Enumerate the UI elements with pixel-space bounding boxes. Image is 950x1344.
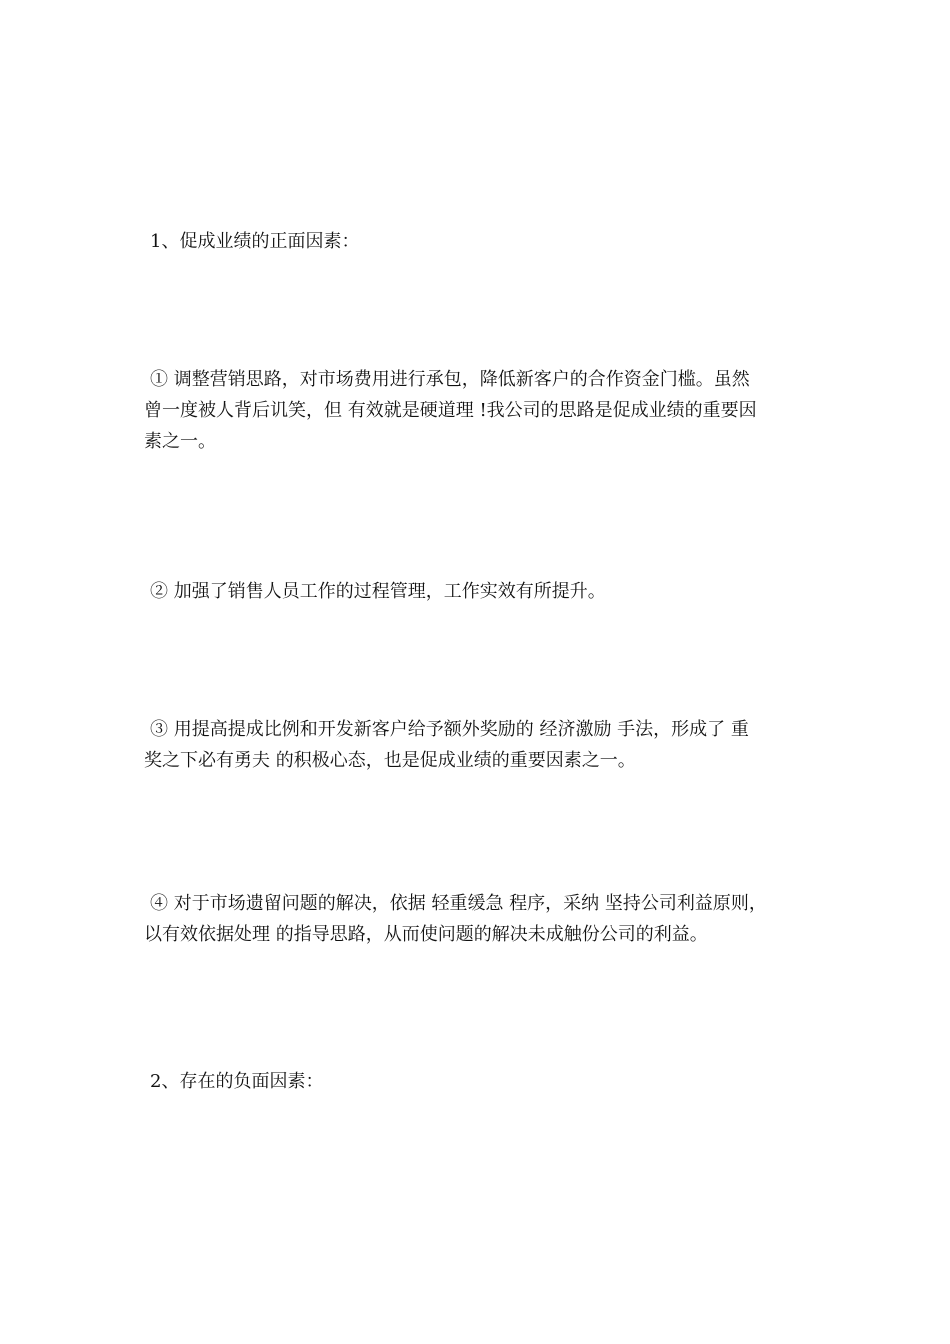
heading-positive-factors (144, 226, 808, 257)
paragraph-item-4 (144, 888, 808, 950)
heading-text: 1、促成业绩的正面因素： (150, 231, 360, 252)
heading-text: 2、存在的负面因素： (150, 1071, 324, 1092)
paragraph-line: ① 调整营销思路，对市场费用进行承包，降低新客户的合作资金门槛。虽然 (150, 369, 750, 390)
paragraph-line: 奖之下必有勇夫 的积极心态，也是促成业绩的重要因素之一。 (144, 750, 636, 771)
paragraph-item-1 (144, 364, 808, 457)
heading-negative-factors (144, 1066, 808, 1097)
paragraph-line: ② 加强了销售人员工作的过程管理，工作实效有所提升。 (150, 581, 606, 602)
paragraph-item-3 (144, 714, 808, 776)
paragraph-item-2 (144, 576, 808, 607)
paragraph-line: ③ 用提高提成比例和开发新客户给予额外奖励的 经济激励 手法，形成了 重 (150, 719, 749, 740)
paragraph-line: 以有效依据处理 的指导思路，从而使问题的解决未成触份公司的利益。 (144, 924, 708, 945)
paragraph-line: 曾一度被人背后讥笑，但 有效就是硬道理 !我公司的思路是促成业绩的重要因 (144, 400, 757, 421)
paragraph-line: ④ 对于市场遗留问题的解决，依据 轻重缓急 程序，采纳 坚持公司利益原则， (150, 893, 767, 914)
paragraph-line: 素之一。 (144, 431, 216, 452)
